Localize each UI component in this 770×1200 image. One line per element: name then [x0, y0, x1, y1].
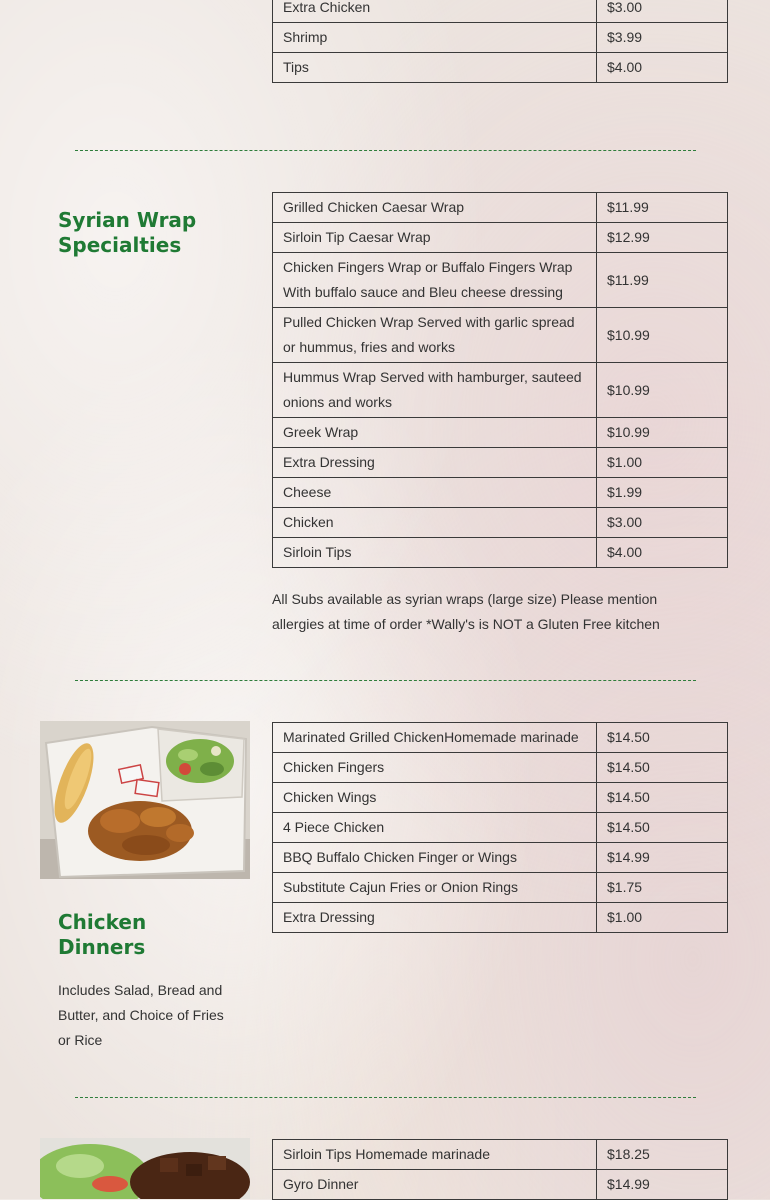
menu-item-price: $14.50	[597, 753, 728, 783]
title-line: Chicken	[58, 910, 147, 934]
menu-item-name: Shrimp	[273, 23, 597, 53]
menu-item-name: Substitute Cajun Fries or Onion Rings	[273, 873, 597, 903]
menu-row	[273, 538, 728, 568]
menu-item-name: Chicken	[273, 508, 597, 538]
section-title-syrian-wraps	[58, 208, 196, 258]
menu-item-name: Extra Chicken	[273, 0, 597, 23]
section-title-chicken-dinners	[58, 910, 146, 960]
menu-item-name: BBQ Buffalo Chicken Finger or Wings	[273, 843, 597, 873]
menu-item-name: Chicken Wings	[273, 783, 597, 813]
menu-row	[273, 1170, 728, 1200]
menu-item-price: $10.99	[597, 418, 728, 448]
menu-item-name: Extra Dressing	[273, 903, 597, 933]
menu-item-price: $18.25	[597, 1140, 728, 1170]
section-divider	[75, 680, 696, 681]
title-line: Syrian Wrap	[58, 208, 197, 232]
menu-row	[273, 813, 728, 843]
menu-item-price: $10.99	[597, 363, 728, 418]
menu-item-name: Marinated Grilled ChickenHomemade marinade	[273, 723, 597, 753]
menu-item-name: Sirloin Tip Caesar Wrap	[273, 223, 597, 253]
menu-item-price: $4.00	[597, 538, 728, 568]
menu-row	[273, 0, 728, 23]
title-line: Specialties	[58, 233, 182, 257]
menu-item-name: Tips	[273, 53, 597, 83]
menu-item-name: Chicken Fingers	[273, 753, 597, 783]
chicken-dinners-description: Includes Salad, Bread and Butter, and Choice of Fries or Rice	[58, 982, 224, 1048]
menu-item-price: $14.50	[597, 723, 728, 753]
menu-item-name: Sirloin Tips	[273, 538, 597, 568]
menu-row	[273, 448, 728, 478]
menu-row	[273, 418, 728, 448]
menu-item-name: Greek Wrap	[273, 418, 597, 448]
chicken-dinner-image	[40, 721, 250, 879]
menu-row	[273, 308, 728, 363]
menu-item-price: $1.00	[597, 448, 728, 478]
top-menu-table	[272, 0, 728, 83]
syrian-wraps-table	[272, 192, 728, 568]
menu-item-price: $1.75	[597, 873, 728, 903]
menu-row	[273, 783, 728, 813]
menu-row	[273, 478, 728, 508]
menu-item-price: $14.50	[597, 813, 728, 843]
menu-item-name: Hummus Wrap Served with hamburger, sauteed onions and works	[273, 363, 597, 418]
menu-item-price: $14.50	[597, 783, 728, 813]
dinners-table	[272, 1139, 728, 1200]
section-divider	[75, 150, 696, 151]
sirloin-dinner-photo	[40, 1138, 250, 1199]
menu-row	[273, 363, 728, 418]
menu-item-name: Cheese	[273, 478, 597, 508]
menu-item-price: $3.00	[597, 0, 728, 23]
menu-item-price: $1.99	[597, 478, 728, 508]
menu-row	[273, 23, 728, 53]
menu-item-price: $11.99	[597, 193, 728, 223]
menu-row	[273, 723, 728, 753]
menu-row	[273, 843, 728, 873]
menu-item-price: $14.99	[597, 1170, 728, 1200]
menu-item-name: Chicken Fingers Wrap or Buffalo Fingers Wrap With buffalo sauce and Bleu cheese dressing	[273, 253, 597, 308]
menu-item-price: $1.00	[597, 903, 728, 933]
menu-item-price: $14.99	[597, 843, 728, 873]
menu-row	[273, 1140, 728, 1170]
menu-item-name: Sirloin Tips Homemade marinade	[273, 1140, 597, 1170]
menu-item-price: $10.99	[597, 308, 728, 363]
menu-row	[273, 253, 728, 308]
menu-item-name: Grilled Chicken Caesar Wrap	[273, 193, 597, 223]
menu-item-name: 4 Piece Chicken	[273, 813, 597, 843]
chicken-dinners-table	[272, 722, 728, 933]
sirloin-dinner-image	[40, 1138, 250, 1199]
menu-item-price: $11.99	[597, 253, 728, 308]
menu-row	[273, 753, 728, 783]
menu-row	[273, 873, 728, 903]
title-line: Dinners	[58, 935, 146, 959]
menu-row	[273, 508, 728, 538]
menu-item-price: $3.00	[597, 508, 728, 538]
menu-item-price: $4.00	[597, 53, 728, 83]
chicken-dinner-photo	[40, 721, 250, 879]
menu-item-name: Extra Dressing	[273, 448, 597, 478]
menu-item-price: $3.99	[597, 23, 728, 53]
menu-item-price: $12.99	[597, 223, 728, 253]
menu-row	[273, 193, 728, 223]
section-divider	[75, 1097, 696, 1098]
menu-row	[273, 903, 728, 933]
menu-row	[273, 223, 728, 253]
menu-item-name: Pulled Chicken Wrap Served with garlic spread or hummus, fries and works	[273, 308, 597, 363]
menu-row	[273, 53, 728, 83]
syrian-wraps-note: All Subs available as syrian wraps (large size) Please mention allergies at time of order *Wally's is NOT a Gluten Free kitchen	[272, 591, 660, 632]
menu-item-name: Gyro Dinner	[273, 1170, 597, 1200]
